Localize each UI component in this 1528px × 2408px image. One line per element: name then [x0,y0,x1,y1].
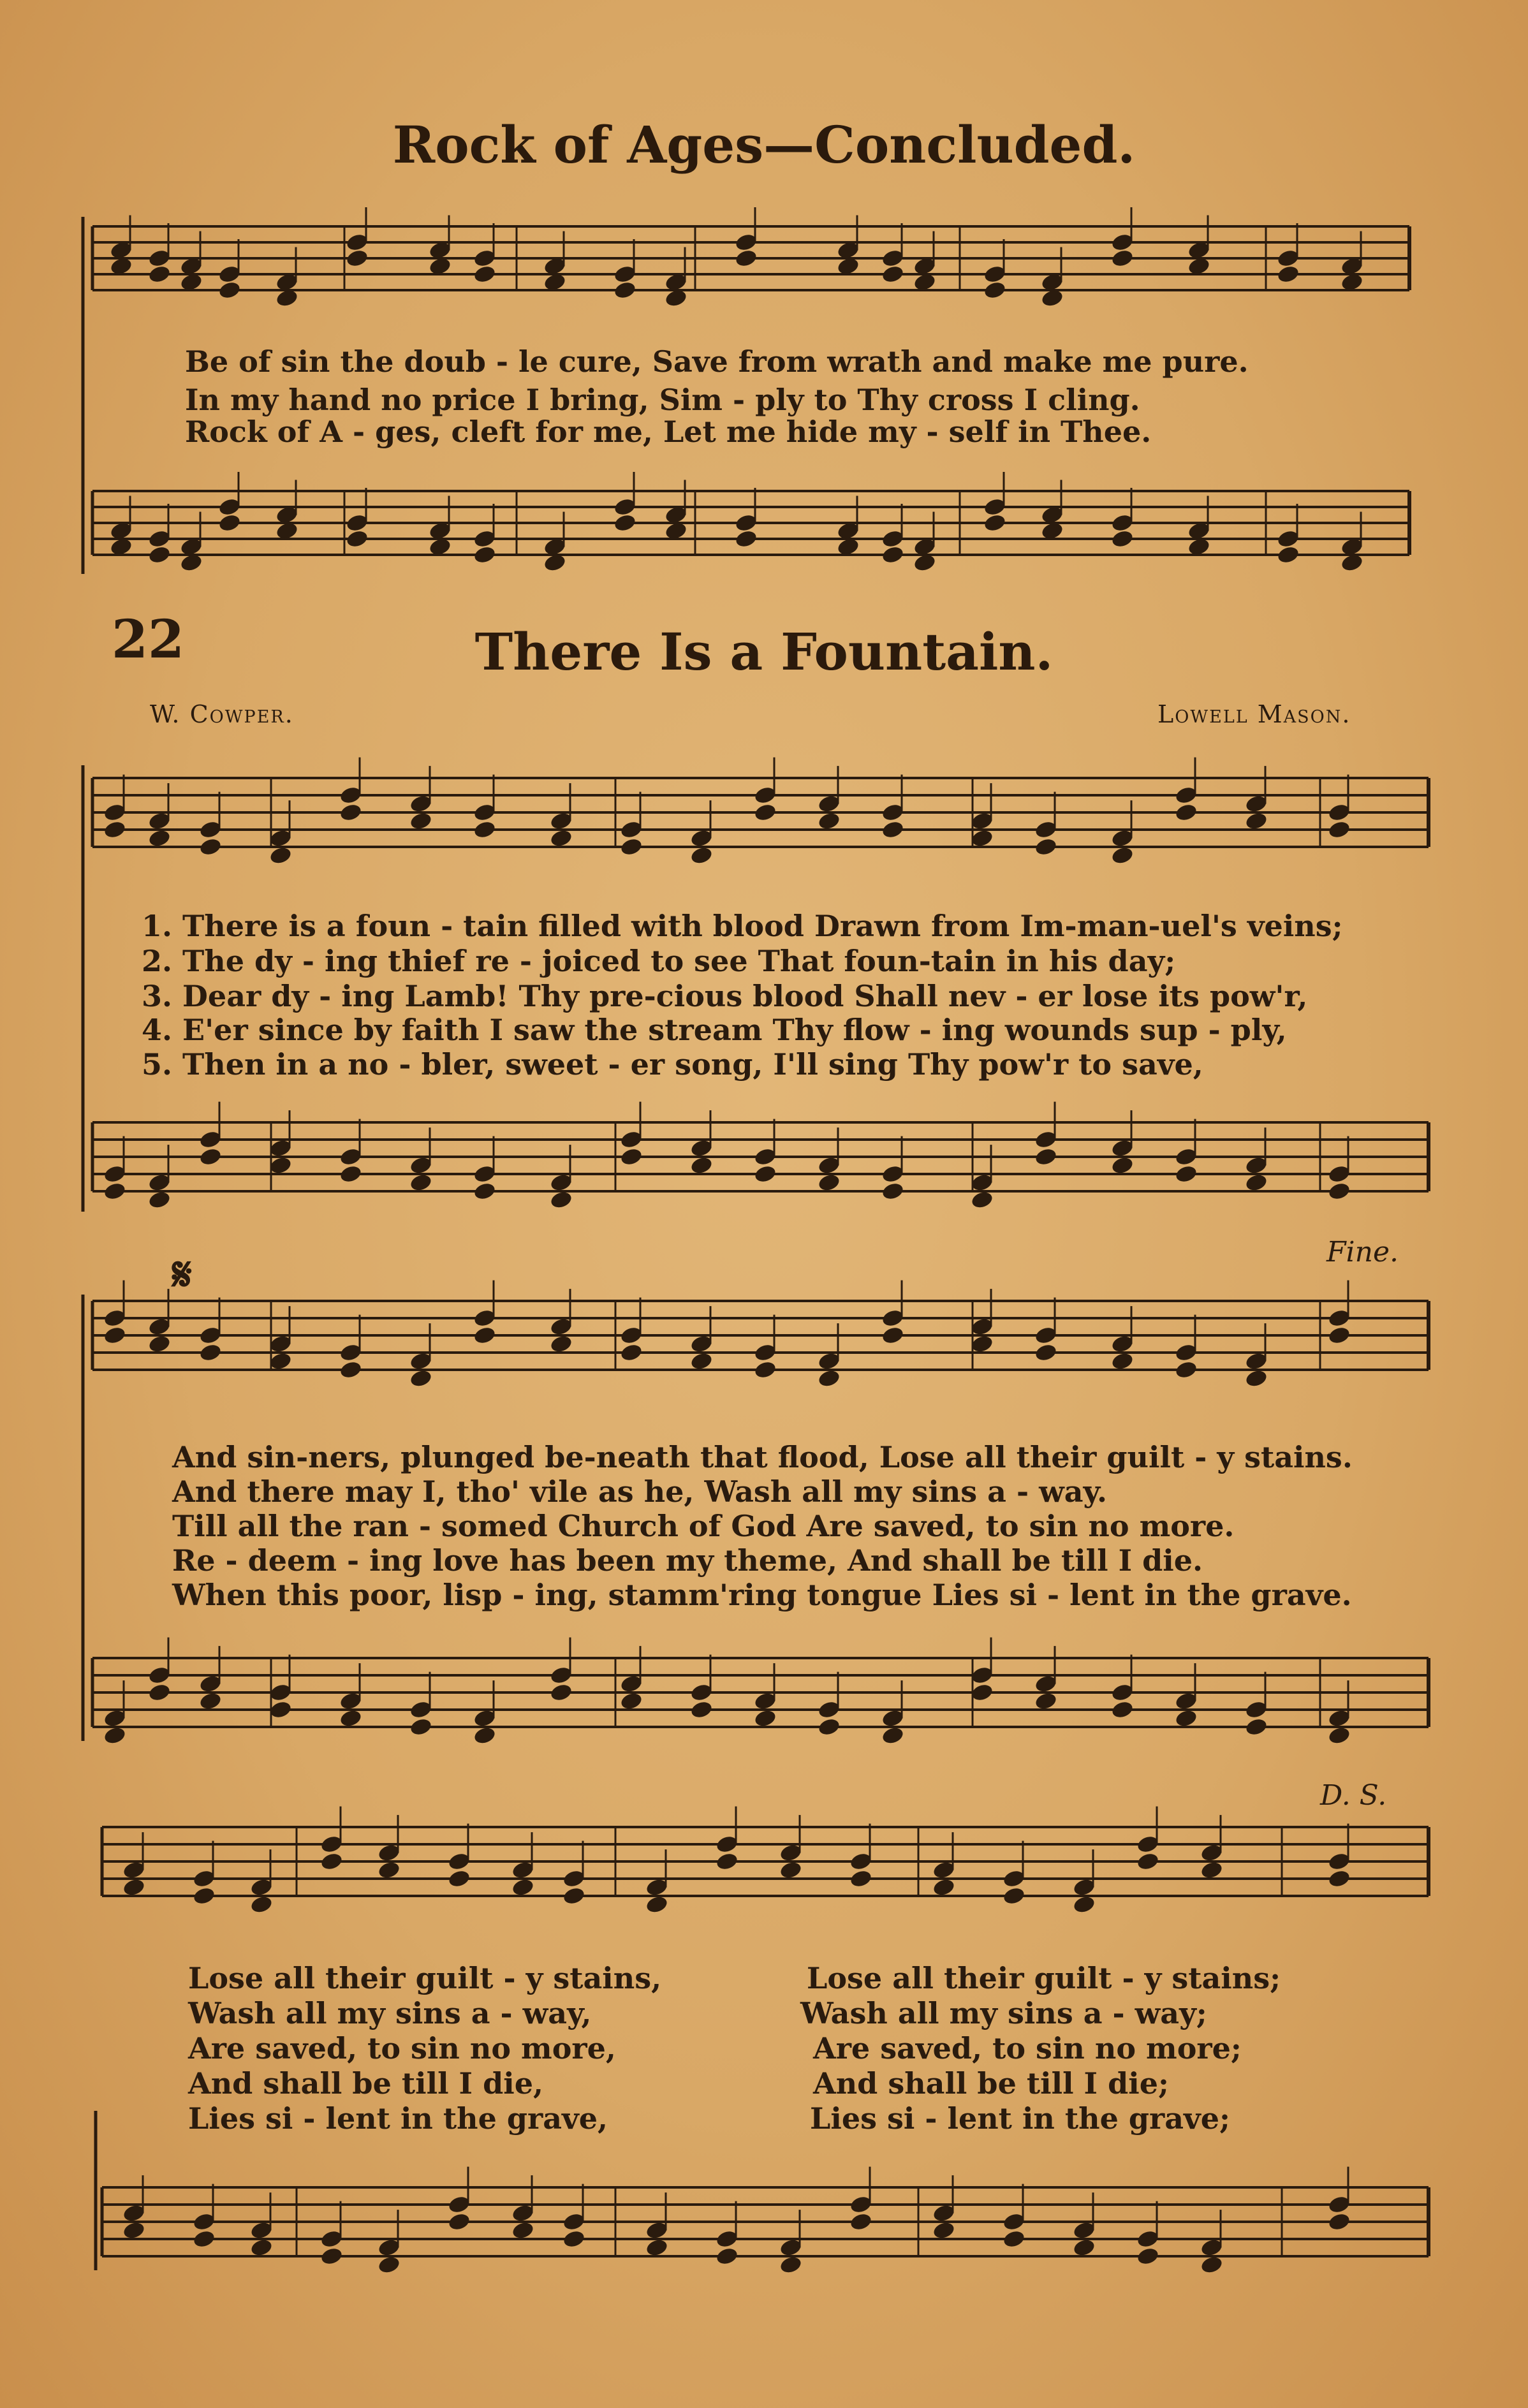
second-line-4: Re - deem - ing love has been my theme, And shall be till I die. [172,1543,1203,1578]
rock-lyric-line-2: In my hand no price I bring, Sim - ply to Thy cross I cling. [185,383,1140,417]
hymn-title: There Is a Fountain. [474,622,1054,682]
second-line-1: And sin-ners, plunged be-neath that flood, Lose all their guilt - y stains. [172,1440,1353,1474]
verse-line-1: 1. There is a foun - tain filled with blood Drawn from Im-man-uel's veins; [142,909,1343,943]
refrain-a-2: Wash all my sins a - way, [188,1996,592,2030]
refrain-b-1: Lose all their guilt - y stains; [807,1961,1281,1995]
hymn-number: 22 [112,609,185,670]
verse-line-4: 4. E'er since by faith I saw the stream Thy flow - ing wounds sup - ply, [142,1013,1287,1047]
refrain-b-2: Wash all my sins a - way; [800,1996,1207,2030]
page-title: Rock of Ages—Concluded. [392,115,1136,175]
rock-lyric-line-3: Rock of A - ges, cleft for me, Let me hide my - self in Thee. [185,415,1152,449]
verse-line-3: 3. Dear dy - ing Lamb! Thy pre-cious blood Shall nev - er lose its pow'r, [142,979,1308,1013]
refrain-b-3: Are saved, to sin no more; [813,2031,1242,2066]
hymn-composer: Lowell Mason. [1157,700,1351,728]
ds-mark: D. S. [1320,1779,1387,1812]
second-line-5: When this poor, lisp - ing, stamm'ring tongue Lies si - lent in the grave. [172,1578,1352,1612]
fine-mark: Fine. [1326,1236,1399,1268]
refrain-a-4: And shall be till I die, [188,2066,544,2101]
second-line-2: And there may I, tho' vile as he, Wash all my sins a - way. [172,1474,1107,1509]
refrain-b-5: Lies si - lent in the grave; [810,2101,1231,2136]
second-line-3: Till all the ran - somed Church of God Are saved, to sin no more. [172,1509,1235,1543]
refrain-a-1: Lose all their guilt - y stains, [188,1961,662,1995]
verse-line-2: 2. The dy - ing thief re - joiced to see That foun-tain in his day; [142,944,1176,978]
hymn-author: W. Cowper. [150,700,294,728]
refrain-a-5: Lies si - lent in the grave, [188,2101,608,2136]
refrain-a-3: Are saved, to sin no more, [188,2031,616,2066]
refrain-b-4: And shall be till I die; [813,2066,1169,2101]
segno-sign: 𝄋 [172,1247,192,1301]
rock-lyric-line-1: Be of sin the doub - le cure, Save from wrath and make me pure. [185,344,1249,379]
verse-line-5: 5. Then in a no - bler, sweet - er song, I'll sing Thy pow'r to save, [142,1047,1203,1082]
